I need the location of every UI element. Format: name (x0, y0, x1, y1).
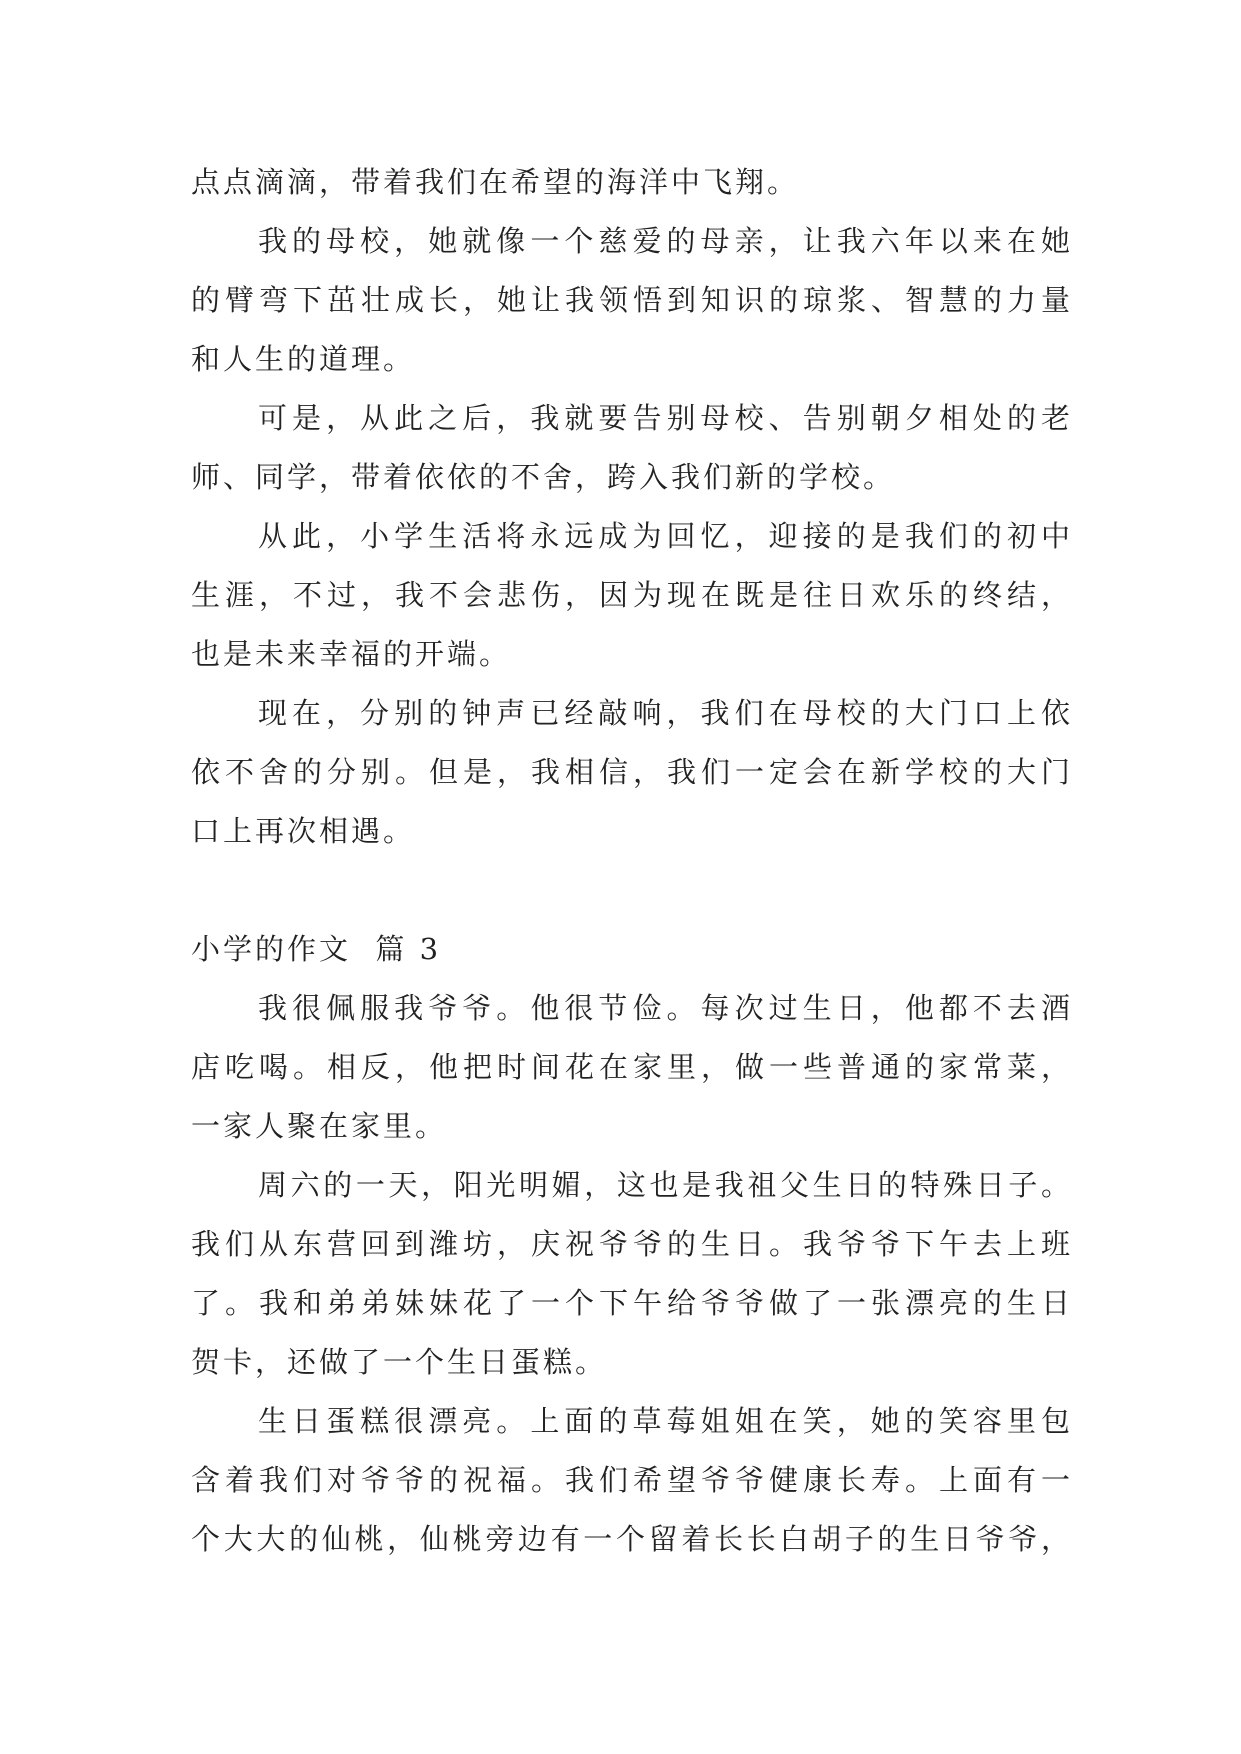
text-line: 师、同学，带着依依的不舍，跨入我们新的学校。 (191, 460, 896, 494)
text-line: 了。我和弟弟妹妹花了一个下午给爷爷做了一张漂亮的生日 (191, 1286, 1073, 1320)
text-line: 口上再次相遇。 (191, 814, 416, 848)
text-line: 个大大的仙桃，仙桃旁边有一个留着长长白胡子的生日爷爷， (191, 1522, 1073, 1556)
section-spacer (191, 861, 1073, 920)
text-line: 生涯，不过，我不会悲伤，因为现在既是往日欢乐的终结， (191, 578, 1073, 612)
document-page (191, 153, 1073, 1569)
section-heading: 小学的作文 篇 3 (191, 932, 442, 966)
paragraph (191, 684, 1073, 861)
text-line: 含着我们对爷爷的祝福。我们希望爷爷健康长寿。上面有一 (191, 1463, 1073, 1497)
paragraph (191, 1156, 1073, 1392)
text-line: 依不舍的分别。但是，我相信，我们一定会在新学校的大门 (191, 755, 1073, 789)
paragraph (191, 507, 1073, 684)
text-line: 我们从东营回到潍坊，庆祝爷爷的生日。我爷爷下午去上班 (191, 1227, 1073, 1261)
text-line: 我很佩服我爷爷。他很节俭。每次过生日，他都不去酒 (258, 991, 1073, 1025)
paragraph (191, 1392, 1073, 1569)
text-line: 店吃喝。相反，他把时间花在家里，做一些普通的家常菜， (191, 1050, 1073, 1084)
text-line: 我的母校，她就像一个慈爱的母亲，让我六年以来在她 (258, 224, 1073, 258)
text-line: 贺卡，还做了一个生日蛋糕。 (191, 1345, 608, 1379)
text-line: 一家人聚在家里。 (191, 1109, 448, 1143)
text-line: 点点滴滴，带着我们在希望的海洋中飞翔。 (191, 165, 800, 199)
paragraph (191, 153, 1073, 212)
text-line: 的臂弯下茁壮成长，她让我领悟到知识的琼浆、智慧的力量 (191, 283, 1073, 317)
text-line: 现在，分别的钟声已经敲响，我们在母校的大门口上依 (258, 696, 1073, 730)
paragraph (191, 979, 1073, 1156)
text-line: 从此，小学生活将永远成为回忆，迎接的是我们的初中 (258, 519, 1073, 553)
text-line: 生日蛋糕很漂亮。上面的草莓姐姐在笑，她的笑容里包 (258, 1404, 1073, 1438)
text-line: 和人生的道理。 (191, 342, 416, 376)
text-line: 也是未来幸福的开端。 (191, 637, 512, 671)
paragraph (191, 389, 1073, 507)
paragraph (191, 212, 1073, 389)
text-line: 可是，从此之后，我就要告别母校、告别朝夕相处的老 (258, 401, 1073, 435)
text-line: 周六的一天，阳光明媚，这也是我祖父生日的特殊日子。 (258, 1168, 1073, 1202)
